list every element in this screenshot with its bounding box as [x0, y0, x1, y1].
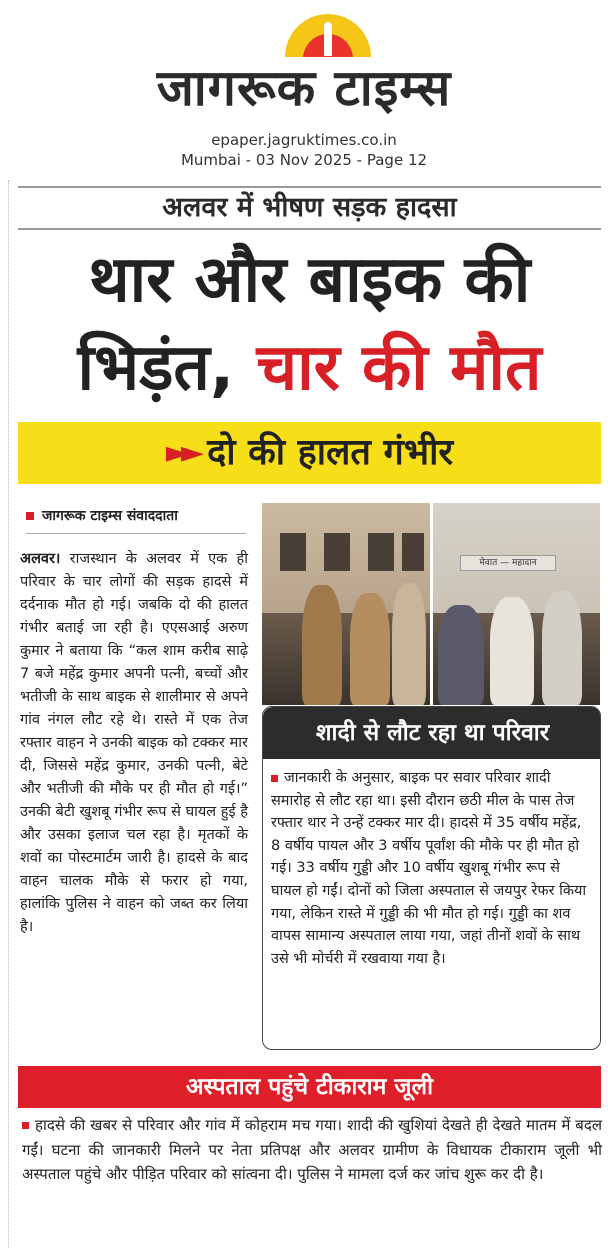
article-kicker: अलवर में भीषण सड़क हादसा	[18, 186, 601, 230]
lower-section-body	[22, 1113, 602, 1187]
photo-divider	[430, 503, 433, 705]
lower-section-text: हादसे की खबर से परिवार और गांव में कोहराम मच गया। शादी की खुशियां देखते ही देखते मातम में बदल गईं। घटना की जानकारी मिलने पर नेता प्रतिपक्ष और अलवर ग्रामीण के विधायक टीकाराम जूली भी अस्पताल पहुंचे और पीड़ित परिवार को सांत्वना दी। पुलिस ने मामला दर्ज कर जांच शुरू कर दी है।	[22, 1116, 602, 1183]
photo-sign: मेवात — महादान	[460, 555, 556, 571]
byline	[26, 506, 246, 534]
byline-text: जागरूक टाइम्स संवाददाता	[42, 508, 178, 524]
column-rule	[8, 180, 9, 1248]
bullet-square-icon	[22, 1122, 29, 1129]
article-body	[20, 548, 248, 939]
sidebar-box-text: जानकारी के अनुसार, बाइक पर सवार परिवार शादी समारोह से लौट रहा था। इसी दौरान छठी मील के पास तेज रफ्तार थार ने उन्हें टक्कर मार दी। हादसे में 35 वर्षीय महेंद्र, 8 वर्षीय पायल और 3 वर्षीय पूर्वांश की मौके पर ही मौत हो गई। 33 वर्षीय गुड्डी और 10 वर्षीय खुशबू गंभीर रूप से घायल हो गईं। दोनों को जिला अस्पताल से जयपुर रेफर किया गया, लेकिन रास्ते में गुड्डी की भी मौत हो गई। गुड्डी का शव वापस सामान्य अस्पताल लाया गया, जहां तीनों शवों के साथ उसे भी मोर्चरी में रखवाया गया है।	[271, 770, 587, 967]
newspaper-logo[interactable]: जागरूक टाइम्स	[156, 59, 452, 117]
headline-line-2-black: भिड़ंत,	[77, 331, 235, 405]
headline-line-2-red: चार की मौत	[256, 331, 542, 405]
bullet-square-icon	[271, 775, 278, 782]
headline-line-1: थार और बाइक की	[88, 243, 531, 317]
epaper-url[interactable]: epaper.jagruktimes.co.in	[211, 131, 397, 149]
headline-line-2	[18, 324, 601, 412]
masthead	[0, 0, 608, 178]
article-body-text: राजस्थान के अलवर में एक ही परिवार के चार लोगों की सड़क हादसे में दर्दनाक मौत हो गई। जबकि दो की हालत गंभीर बताई जा रही है। एएसआई अरुण कुमार ने बताया कि “कल शाम करीब साढ़े 7 बजे महेंद्र कुमार अपनी पत्नी, बच्चों और भतीजी के साथ बाइक से शालीमार से अपने गांव नंगल लौट रहे थे। रास्ते में एक तेज रफ्तार वाहन ने उनकी बाइक को टक्कर मार दी, जिससे महेंद्र कुमार, उनकी पत्नी, बेटे और भतीजी की मौके पर ही मौत हो गई।” उनकी बेटी खुशबू गंभीर रूप से घायल हुई है और उसका इलाज चल रहा है। मृतकों के शवों का पोस्टमार्टम जारी है। हादसे के बाद वाहन चालक मौके से फरार हो गया, हालांकि पुलिस ने वाहन को जब्त कर लिया है।	[20, 551, 248, 935]
article-headline	[18, 236, 601, 412]
logo-sun-icon	[285, 14, 371, 57]
sidebar-box-body	[271, 767, 593, 970]
edition-date-page: Mumbai - 03 Nov 2025 - Page 12	[180, 151, 428, 169]
subhead-text: दो की हालत गंभीर	[207, 432, 454, 473]
sidebar-box	[262, 706, 601, 1050]
lower-section-title: अस्पताल पहुंचे टीकाराम जूली	[18, 1066, 601, 1108]
sidebar-box-title: शादी से लौट रहा था परिवार	[263, 707, 601, 759]
article-subhead	[18, 422, 601, 484]
bullet-square-icon	[26, 512, 34, 520]
news-photo	[262, 503, 600, 705]
double-arrow-icon: ►►	[165, 435, 197, 470]
dateline: अलवर।	[20, 551, 61, 567]
